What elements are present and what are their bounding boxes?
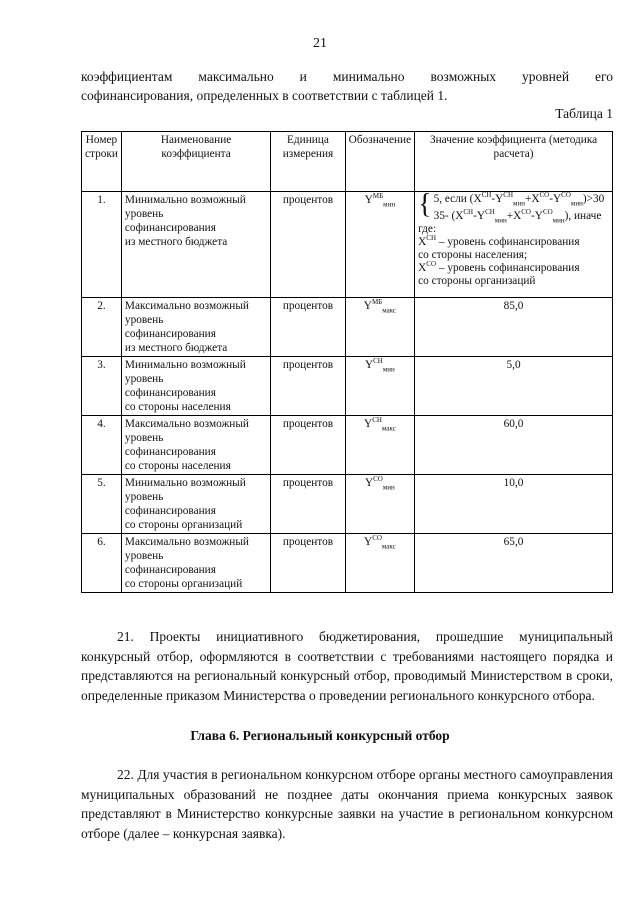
table-row: [82, 475, 613, 534]
name-line: уровень: [124, 208, 164, 220]
row-number: 6.: [82, 534, 122, 593]
row-number: 5.: [82, 475, 122, 534]
name-line: софинансирования: [124, 505, 216, 517]
intro-line-2: софинансирования, определенных в соответствии с таблицей 1.: [81, 88, 448, 103]
coefficient-name: [121, 192, 270, 298]
header-unit: Единица измерения: [271, 132, 345, 192]
formula-def-ch-2: со стороны населения;: [418, 249, 528, 261]
table-row: [82, 534, 613, 593]
paragraph-21: 21. Проекты инициативного бюджетирования, прошедшие муниципальный конкурсный отбор, оформляются в соответствии с требованиями настоящего порядка и представляются на региональный конкурсный отбор, проводимый Министерством в сроки, определенные приказом Министерства о проведении регионального конкурсного отбора.: [81, 629, 613, 703]
name-line: со стороны организаций: [124, 578, 243, 590]
row-number: 1.: [82, 192, 122, 298]
symbol: $Y^{СН}_{макс}$: [345, 416, 414, 475]
name-line: уровень: [124, 550, 164, 562]
formula-def-ch: $X^{СН}$ – уровень софинансирования: [418, 234, 580, 248]
formula-case-2: 35- $(X^{СН}-Y^{СН}_{мин}+X^{СО}-Y^{СО}_{мин})$, иначе: [433, 208, 602, 225]
coefficient-name: [121, 298, 270, 357]
formula-case-1: 5, если $(X^{СН}-Y^{СН}_{мин}+X^{СО}-Y^{СО}_{мин})>30$: [433, 191, 605, 208]
header-name: Наименование коэффициента: [121, 132, 270, 192]
row-number: 2.: [82, 298, 122, 357]
chapter-heading: Глава 6. Региональный конкурсный отбор: [190, 728, 450, 743]
name-line: Максимально возможный: [124, 536, 249, 548]
coefficient-name: [121, 357, 270, 416]
unit: процентов: [271, 298, 345, 357]
name-line: уровень: [124, 373, 164, 385]
header-symbol: Обозначение: [345, 132, 414, 192]
unit: процентов: [271, 475, 345, 534]
coefficient-value: 60,0: [415, 416, 613, 475]
name-line: из местного бюджета: [124, 342, 228, 354]
header-row-number: Номер строки: [82, 132, 122, 192]
table-row: [82, 298, 613, 357]
coefficient-value: 85,0: [415, 298, 613, 357]
coefficient-name: [121, 534, 270, 593]
name-line: софинансирования: [124, 446, 216, 458]
table-row: [82, 357, 613, 416]
name-line: софинансирования: [124, 222, 216, 234]
left-brace-icon: {: [418, 189, 432, 220]
table-row: [82, 192, 613, 298]
name-line: Максимально возможный: [124, 418, 249, 430]
formula-def-co: $X^{СО}$ – уровень софинансирования: [418, 260, 580, 274]
symbol: $Y^{СН}_{мин}$: [345, 357, 414, 416]
name-line: Минимально возможный: [124, 359, 246, 371]
name-line: уровень: [124, 491, 164, 503]
coefficient-name: [121, 416, 270, 475]
coefficient-table: [81, 131, 613, 593]
name-line: софинансирования: [124, 328, 216, 340]
formula-cell: [415, 189, 613, 298]
symbol: $Y^{СО}_{макс}$: [345, 534, 414, 593]
name-line: со стороны организаций: [124, 519, 243, 531]
name-line: Минимально возможный: [124, 477, 246, 489]
name-line: Минимально возможный: [124, 194, 246, 206]
symbol: $Y^{СО}_{мин}$: [345, 475, 414, 534]
coefficient-value: 10,0: [415, 475, 613, 534]
name-line: уровень: [124, 432, 164, 444]
row-number: 3.: [82, 357, 122, 416]
name-line: софинансирования: [124, 564, 216, 576]
table-caption: Таблица 1: [555, 106, 613, 121]
symbol: $Y^{МБ}_{макс}$: [345, 298, 414, 357]
table-row: [82, 416, 613, 475]
symbol: $Y^{МБ}_{мин}$: [345, 192, 414, 298]
unit: процентов: [271, 192, 345, 298]
name-line: со стороны населения: [124, 401, 231, 413]
page-number: 21: [313, 36, 327, 51]
unit: процентов: [271, 357, 345, 416]
unit: процентов: [271, 416, 345, 475]
coefficient-value: 5,0: [415, 357, 613, 416]
name-line: из местного бюджета: [124, 236, 228, 248]
intro-line-1: коэффициентам максимально и минимально возможных уровней его: [81, 69, 613, 84]
unit: процентов: [271, 534, 345, 593]
row-number: 4.: [82, 416, 122, 475]
formula-where: где:: [418, 223, 437, 235]
name-line: уровень: [124, 314, 164, 326]
name-line: со стороны населения: [124, 460, 231, 472]
paragraph-22: 22. Для участия в региональном конкурсном отборе органы местного самоуправления муниципальных образований не позднее даты окончания приема конкурсных заявок представляют в Министерство конкурсные заявки на участие в региональном конкурсном отборе (далее – конкурсная заявка).: [81, 767, 613, 841]
coefficient-value: 65,0: [415, 534, 613, 593]
header-value: Значение коэффициента (методика расчета): [415, 132, 613, 192]
name-line: софинансирования: [124, 387, 216, 399]
formula-def-co-2: со стороны организаций: [418, 275, 536, 287]
table-header-row: [82, 132, 613, 192]
name-line: Максимально возможный: [124, 300, 249, 312]
coefficient-name: [121, 475, 270, 534]
